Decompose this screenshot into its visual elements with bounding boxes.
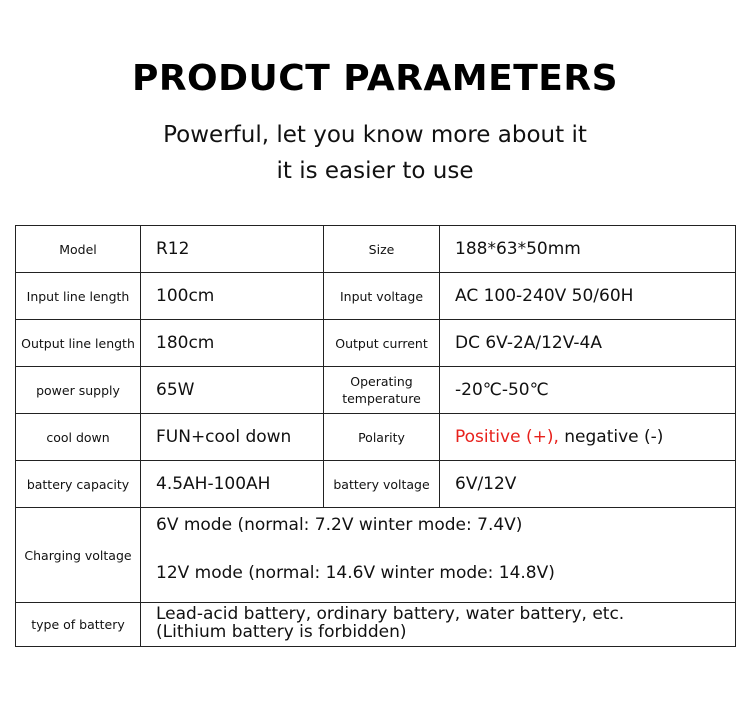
output-current-label: Output current (324, 320, 440, 367)
input-voltage-label: Input voltage (324, 273, 440, 320)
table-row (16, 226, 736, 273)
battery-capacity-value: 4.5AH-100AH (141, 461, 324, 508)
type-of-battery-label: type of battery (16, 603, 141, 647)
battery-capacity-label: battery capacity (16, 461, 141, 508)
operating-temperature-label (324, 367, 440, 414)
model-value: R12 (141, 226, 324, 273)
size-label: Size (324, 226, 440, 273)
parameters-table (15, 225, 736, 647)
table-row (16, 320, 736, 367)
model-label: Model (16, 226, 141, 273)
power-supply-label: power supply (16, 367, 141, 414)
charging-voltage-12v: 12V mode (normal: 14.6V winter mode: 14.8V) (156, 563, 555, 583)
page-title: PRODUCT PARAMETERS (131, 58, 619, 99)
subtitle-line-1: Powerful, let you know more about it (163, 122, 587, 148)
input-line-length-label: Input line length (16, 273, 141, 320)
type-of-battery-line2: (Lithium battery is forbidden) (156, 621, 407, 642)
battery-voltage-label: battery voltage (324, 461, 440, 508)
charging-voltage-value (141, 508, 736, 603)
table-row (16, 414, 736, 461)
table-row (16, 508, 736, 603)
table-row (16, 461, 736, 508)
table-row (16, 273, 736, 320)
output-current-value: DC 6V-2A/12V-4A (440, 320, 736, 367)
cool-down-value: FUN+cool down (141, 414, 324, 461)
size-value: 188*63*50mm (440, 226, 736, 273)
polarity-value (440, 414, 736, 461)
type-of-battery-value (141, 603, 736, 647)
input-line-length-value: 100cm (141, 273, 324, 320)
input-voltage-value: AC 100-240V 50/60H (440, 273, 736, 320)
operating-temperature-label-line1: Operating (350, 374, 413, 389)
polarity-positive: Positive (+), (455, 427, 559, 447)
battery-voltage-value: 6V/12V (440, 461, 736, 508)
operating-temperature-label-line2: temperature (342, 391, 421, 406)
output-line-length-value: 180cm (141, 320, 324, 367)
cool-down-label: cool down (16, 414, 141, 461)
operating-temperature-value: -20℃-50℃ (440, 367, 736, 414)
output-line-length-label: Output line length (16, 320, 141, 367)
type-of-battery-line1: Lead-acid battery, ordinary battery, water battery, etc. (156, 603, 625, 624)
charging-voltage-label: Charging voltage (16, 508, 141, 603)
table-row (16, 367, 736, 414)
power-supply-value: 65W (141, 367, 324, 414)
subtitle-line-2: it is easier to use (276, 158, 474, 184)
table-row (16, 603, 736, 647)
polarity-label: Polarity (324, 414, 440, 461)
polarity-negative: negative (-) (558, 427, 664, 447)
charging-voltage-6v: 6V mode (normal: 7.2V winter mode: 7.4V) (156, 515, 523, 535)
